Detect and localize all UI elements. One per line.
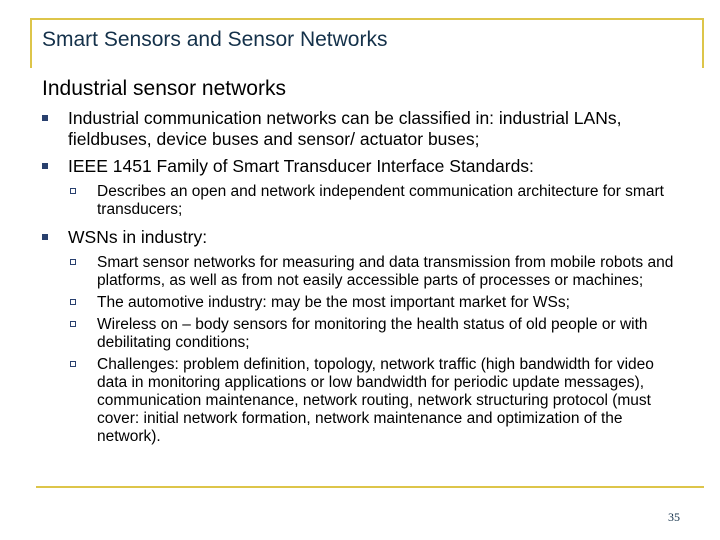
bullet-item bbox=[42, 227, 682, 248]
hollow-square-bullet-icon bbox=[70, 299, 76, 305]
sub-bullet-item bbox=[68, 316, 682, 352]
square-bullet-icon bbox=[42, 163, 48, 169]
bullet-text: WSNs in industry: bbox=[68, 227, 208, 247]
bullet-text: IEEE 1451 Family of Smart Transducer Interface Standards: bbox=[68, 156, 534, 176]
footer-divider bbox=[36, 486, 704, 488]
bullet-list bbox=[42, 108, 682, 450]
sub-bullet-item bbox=[68, 294, 682, 312]
hollow-square-bullet-icon bbox=[70, 321, 76, 327]
sub-bullet-text: Smart sensor networks for measuring and data transmission from mobile robots and platforms, as well as from not easily accessible parts of processes or machines; bbox=[97, 254, 674, 289]
bullet-text: Industrial communication networks can be classified in: industrial LANs, fieldbuses, device buses and sensor/ actuator buses; bbox=[68, 108, 622, 149]
sub-bullet-item bbox=[68, 254, 682, 290]
square-bullet-icon bbox=[42, 234, 48, 240]
hollow-square-bullet-icon bbox=[70, 259, 76, 265]
sub-bullet-text: The automotive industry: may be the most important market for WSs; bbox=[97, 294, 570, 311]
page-number: 35 bbox=[668, 510, 680, 524]
slide-title: Smart Sensors and Sensor Networks bbox=[42, 28, 388, 51]
sub-bullet-item bbox=[68, 356, 682, 446]
sub-bullet-item bbox=[68, 183, 682, 219]
bullet-item bbox=[42, 108, 682, 150]
sub-bullet-text: Describes an open and network independent communication architecture for smart transducers; bbox=[97, 183, 664, 218]
square-bullet-icon bbox=[42, 115, 48, 121]
sub-bullet-text: Wireless on – body sensors for monitoring the health status of old people or with debilitating conditions; bbox=[97, 316, 648, 351]
bullet-item bbox=[42, 156, 682, 177]
hollow-square-bullet-icon bbox=[70, 188, 76, 194]
sub-bullet-text: Challenges: problem definition, topology, network traffic (high bandwidth for video data in monitoring applications or low bandwidth for periodic update messages), communication maintenance, network routing, network structuring protocol (must cover: initial network formation, network maintenance and optimization of the network). bbox=[97, 356, 654, 445]
slide-subtitle: Industrial sensor networks bbox=[42, 77, 286, 100]
hollow-square-bullet-icon bbox=[70, 361, 76, 367]
